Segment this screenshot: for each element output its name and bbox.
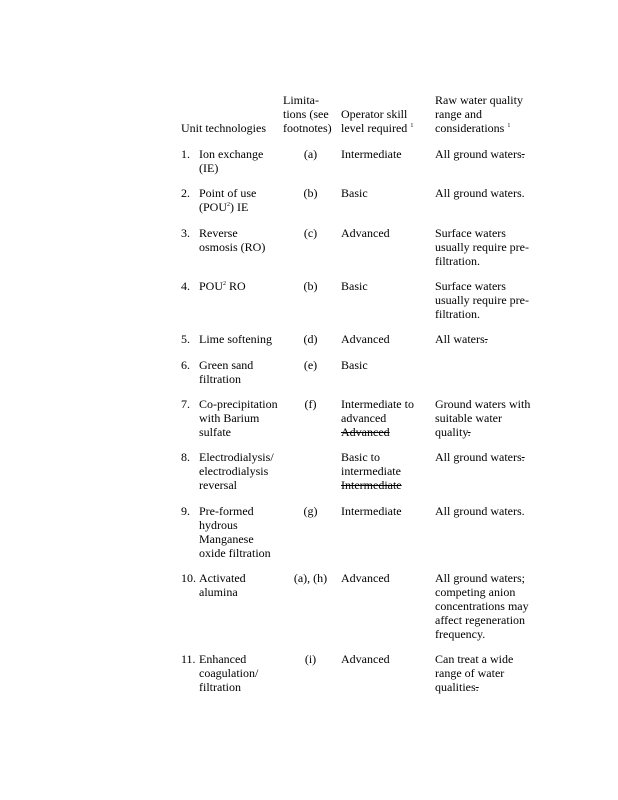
cell-line: Advanced xyxy=(341,332,390,346)
cell-line: suitable water xyxy=(435,411,502,425)
unit-technology-cell xyxy=(199,504,284,560)
cell-line: (IE) xyxy=(199,161,219,175)
unit-technology-cell xyxy=(199,332,284,346)
header-text: Operator skill xyxy=(341,107,408,121)
limitations-cell: (i) xyxy=(304,652,317,666)
cell-line: Basic xyxy=(341,358,368,372)
cell-line: Can treat a wide xyxy=(435,652,514,666)
cell-line: usually require pre- xyxy=(435,240,529,254)
cell-line: Advanced xyxy=(341,571,390,585)
limitations-cell: (b) xyxy=(303,186,318,200)
header-text: Limita- xyxy=(283,93,319,107)
row-number: 7. xyxy=(181,397,190,411)
cell-line: Point of use xyxy=(199,186,257,200)
cell-line: osmosis (RO) xyxy=(199,240,266,254)
cell-line: Pre-formed xyxy=(199,504,254,518)
row-number: 2. xyxy=(181,186,190,200)
cell-line: Electrodialysis/ xyxy=(199,450,274,464)
row-number: 3. xyxy=(181,226,190,240)
raw-water-cell xyxy=(435,450,545,464)
cell-text: All ground waters xyxy=(435,147,522,161)
deleted-text: . xyxy=(475,680,479,694)
cell-line xyxy=(199,200,284,214)
deleted-text: . xyxy=(521,147,525,161)
header-text: footnotes) xyxy=(283,121,332,135)
cell-text: quality xyxy=(435,425,468,439)
cell-line: competing anion xyxy=(435,585,516,599)
cell-text: qualities xyxy=(435,680,476,694)
cell-line: with Barium xyxy=(199,411,260,425)
cell-line: Manganese xyxy=(199,532,254,546)
limitations-cell: (e) xyxy=(303,358,318,372)
operator-skill-cell xyxy=(341,450,433,492)
cell-line: electrodialysis xyxy=(199,464,269,478)
raw-water-cell xyxy=(435,397,545,439)
limitations-cell: (a) xyxy=(303,147,318,161)
cell-line: Basic to xyxy=(341,450,380,464)
cell-line xyxy=(199,279,284,293)
cell-line xyxy=(435,425,545,439)
footnote-marker: 2 xyxy=(223,281,227,287)
limitations-cell: (d) xyxy=(303,332,318,346)
unit-technology-cell xyxy=(199,226,284,254)
operator-skill-cell xyxy=(341,147,433,161)
header-operator-skill xyxy=(341,107,436,135)
cell-text: All waters xyxy=(435,332,485,346)
operator-skill-cell xyxy=(341,279,433,293)
cell-line: intermediate xyxy=(341,464,401,478)
cell-line: filtration. xyxy=(435,254,480,268)
cell-line: oxide filtration xyxy=(199,546,271,560)
cell-line: Advanced xyxy=(341,226,390,240)
cell-line: filtration xyxy=(199,372,241,386)
cell-line: Basic xyxy=(341,279,368,293)
deleted-text: . xyxy=(521,450,525,464)
limitations-cell: (b) xyxy=(303,279,318,293)
row-number: 10. xyxy=(181,571,196,585)
unit-technology-cell xyxy=(199,279,284,293)
cell-text: All ground waters xyxy=(435,450,522,464)
limitations-cell: (c) xyxy=(303,226,318,240)
raw-water-cell xyxy=(435,504,545,518)
limitations-cell: (f) xyxy=(304,397,317,411)
unit-technology-cell xyxy=(199,450,284,492)
cell-line: Advanced xyxy=(341,652,390,666)
cell-line: Ion exchange xyxy=(199,147,264,161)
cell-line: filtration xyxy=(199,680,241,694)
cell-line: range of water xyxy=(435,666,505,680)
cell-line: All ground waters; xyxy=(435,571,525,585)
unit-technology-cell xyxy=(199,186,284,214)
cell-line: Lime softening xyxy=(199,332,272,346)
cell-line xyxy=(435,147,545,161)
header-text: range and xyxy=(435,107,482,121)
cell-line: alumina xyxy=(199,585,238,599)
footnote-marker: 2 xyxy=(227,202,231,208)
cell-line: hydrous xyxy=(199,518,238,532)
header-text-part: level required xyxy=(341,121,408,135)
deleted-text: . xyxy=(467,425,471,439)
header-unit-technologies xyxy=(181,121,281,135)
operator-skill-cell xyxy=(341,397,433,439)
cell-text: ) IE xyxy=(230,200,249,214)
limitations-cell: (a), (h) xyxy=(293,571,328,585)
raw-water-cell xyxy=(435,571,545,641)
operator-skill-cell xyxy=(341,358,433,372)
deleted-text: Advanced xyxy=(341,425,390,439)
header-text: Raw water quality xyxy=(435,93,523,107)
cell-line: All ground waters. xyxy=(435,186,525,200)
unit-technology-cell xyxy=(199,652,284,694)
raw-water-cell xyxy=(435,226,545,268)
cell-line xyxy=(435,332,545,346)
cell-line xyxy=(435,450,545,464)
unit-technology-cell xyxy=(199,147,284,175)
unit-technology-cell xyxy=(199,397,284,439)
footnote-marker: 1 xyxy=(410,123,414,129)
deleted-text: Intermediate xyxy=(341,478,402,492)
cell-line: Surface waters xyxy=(435,279,506,293)
cell-line: advanced xyxy=(341,411,387,425)
header-text xyxy=(435,121,545,135)
cell-line: Intermediate xyxy=(341,147,402,161)
operator-skill-cell xyxy=(341,504,433,518)
cell-line: reversal xyxy=(199,478,237,492)
cell-line: Intermediate to xyxy=(341,397,414,411)
limitations-cell: (g) xyxy=(303,504,318,518)
operator-skill-cell xyxy=(341,652,433,666)
operator-skill-cell xyxy=(341,226,433,240)
cell-line xyxy=(435,680,545,694)
cell-line: Co-precipitation xyxy=(199,397,278,411)
row-number: 9. xyxy=(181,504,190,518)
row-number: 5. xyxy=(181,332,190,346)
row-number: 4. xyxy=(181,279,190,293)
raw-water-cell xyxy=(435,652,545,694)
cell-text: (POU xyxy=(199,200,228,214)
header-text-part: considerations xyxy=(435,121,505,135)
row-number: 11. xyxy=(181,652,196,666)
cell-line: concentrations may xyxy=(435,599,529,613)
cell-line: affect regeneration xyxy=(435,613,526,627)
unit-technology-cell xyxy=(199,358,284,386)
cell-line: Activated xyxy=(199,571,246,585)
cell-text: POU xyxy=(199,279,224,293)
cell-line: Enhanced xyxy=(199,652,247,666)
header-text: Unit technologies xyxy=(181,121,266,135)
raw-water-cell xyxy=(435,279,545,321)
header-text xyxy=(341,121,436,135)
cell-line: Surface waters xyxy=(435,226,506,240)
operator-skill-cell xyxy=(341,332,433,346)
unit-technology-cell xyxy=(199,571,284,599)
row-number: 1. xyxy=(181,147,190,161)
cell-line: Intermediate xyxy=(341,504,402,518)
cell-line: Reverse xyxy=(199,226,238,240)
cell-line: filtration. xyxy=(435,307,480,321)
operator-skill-cell xyxy=(341,186,433,200)
raw-water-cell xyxy=(435,147,545,161)
row-number: 6. xyxy=(181,358,190,372)
cell-line: coagulation/ xyxy=(199,666,259,680)
header-raw-water-quality xyxy=(435,93,545,135)
cell-line: Ground waters with xyxy=(435,397,531,411)
row-number: 8. xyxy=(181,450,190,464)
cell-line: sulfate xyxy=(199,425,231,439)
deleted-text: . xyxy=(484,332,488,346)
raw-water-cell xyxy=(435,186,545,200)
raw-water-cell xyxy=(435,332,545,346)
header-text: tions (see xyxy=(283,107,329,121)
operator-skill-cell xyxy=(341,571,433,585)
cell-line: All ground waters. xyxy=(435,504,525,518)
footnote-marker: 1 xyxy=(507,123,511,129)
header-limitations xyxy=(283,93,341,135)
cell-line: frequency. xyxy=(435,627,486,641)
cell-text: RO xyxy=(226,279,246,293)
cell-line: Basic xyxy=(341,186,368,200)
cell-line: usually require pre- xyxy=(435,293,529,307)
cell-line: Green sand xyxy=(199,358,254,372)
